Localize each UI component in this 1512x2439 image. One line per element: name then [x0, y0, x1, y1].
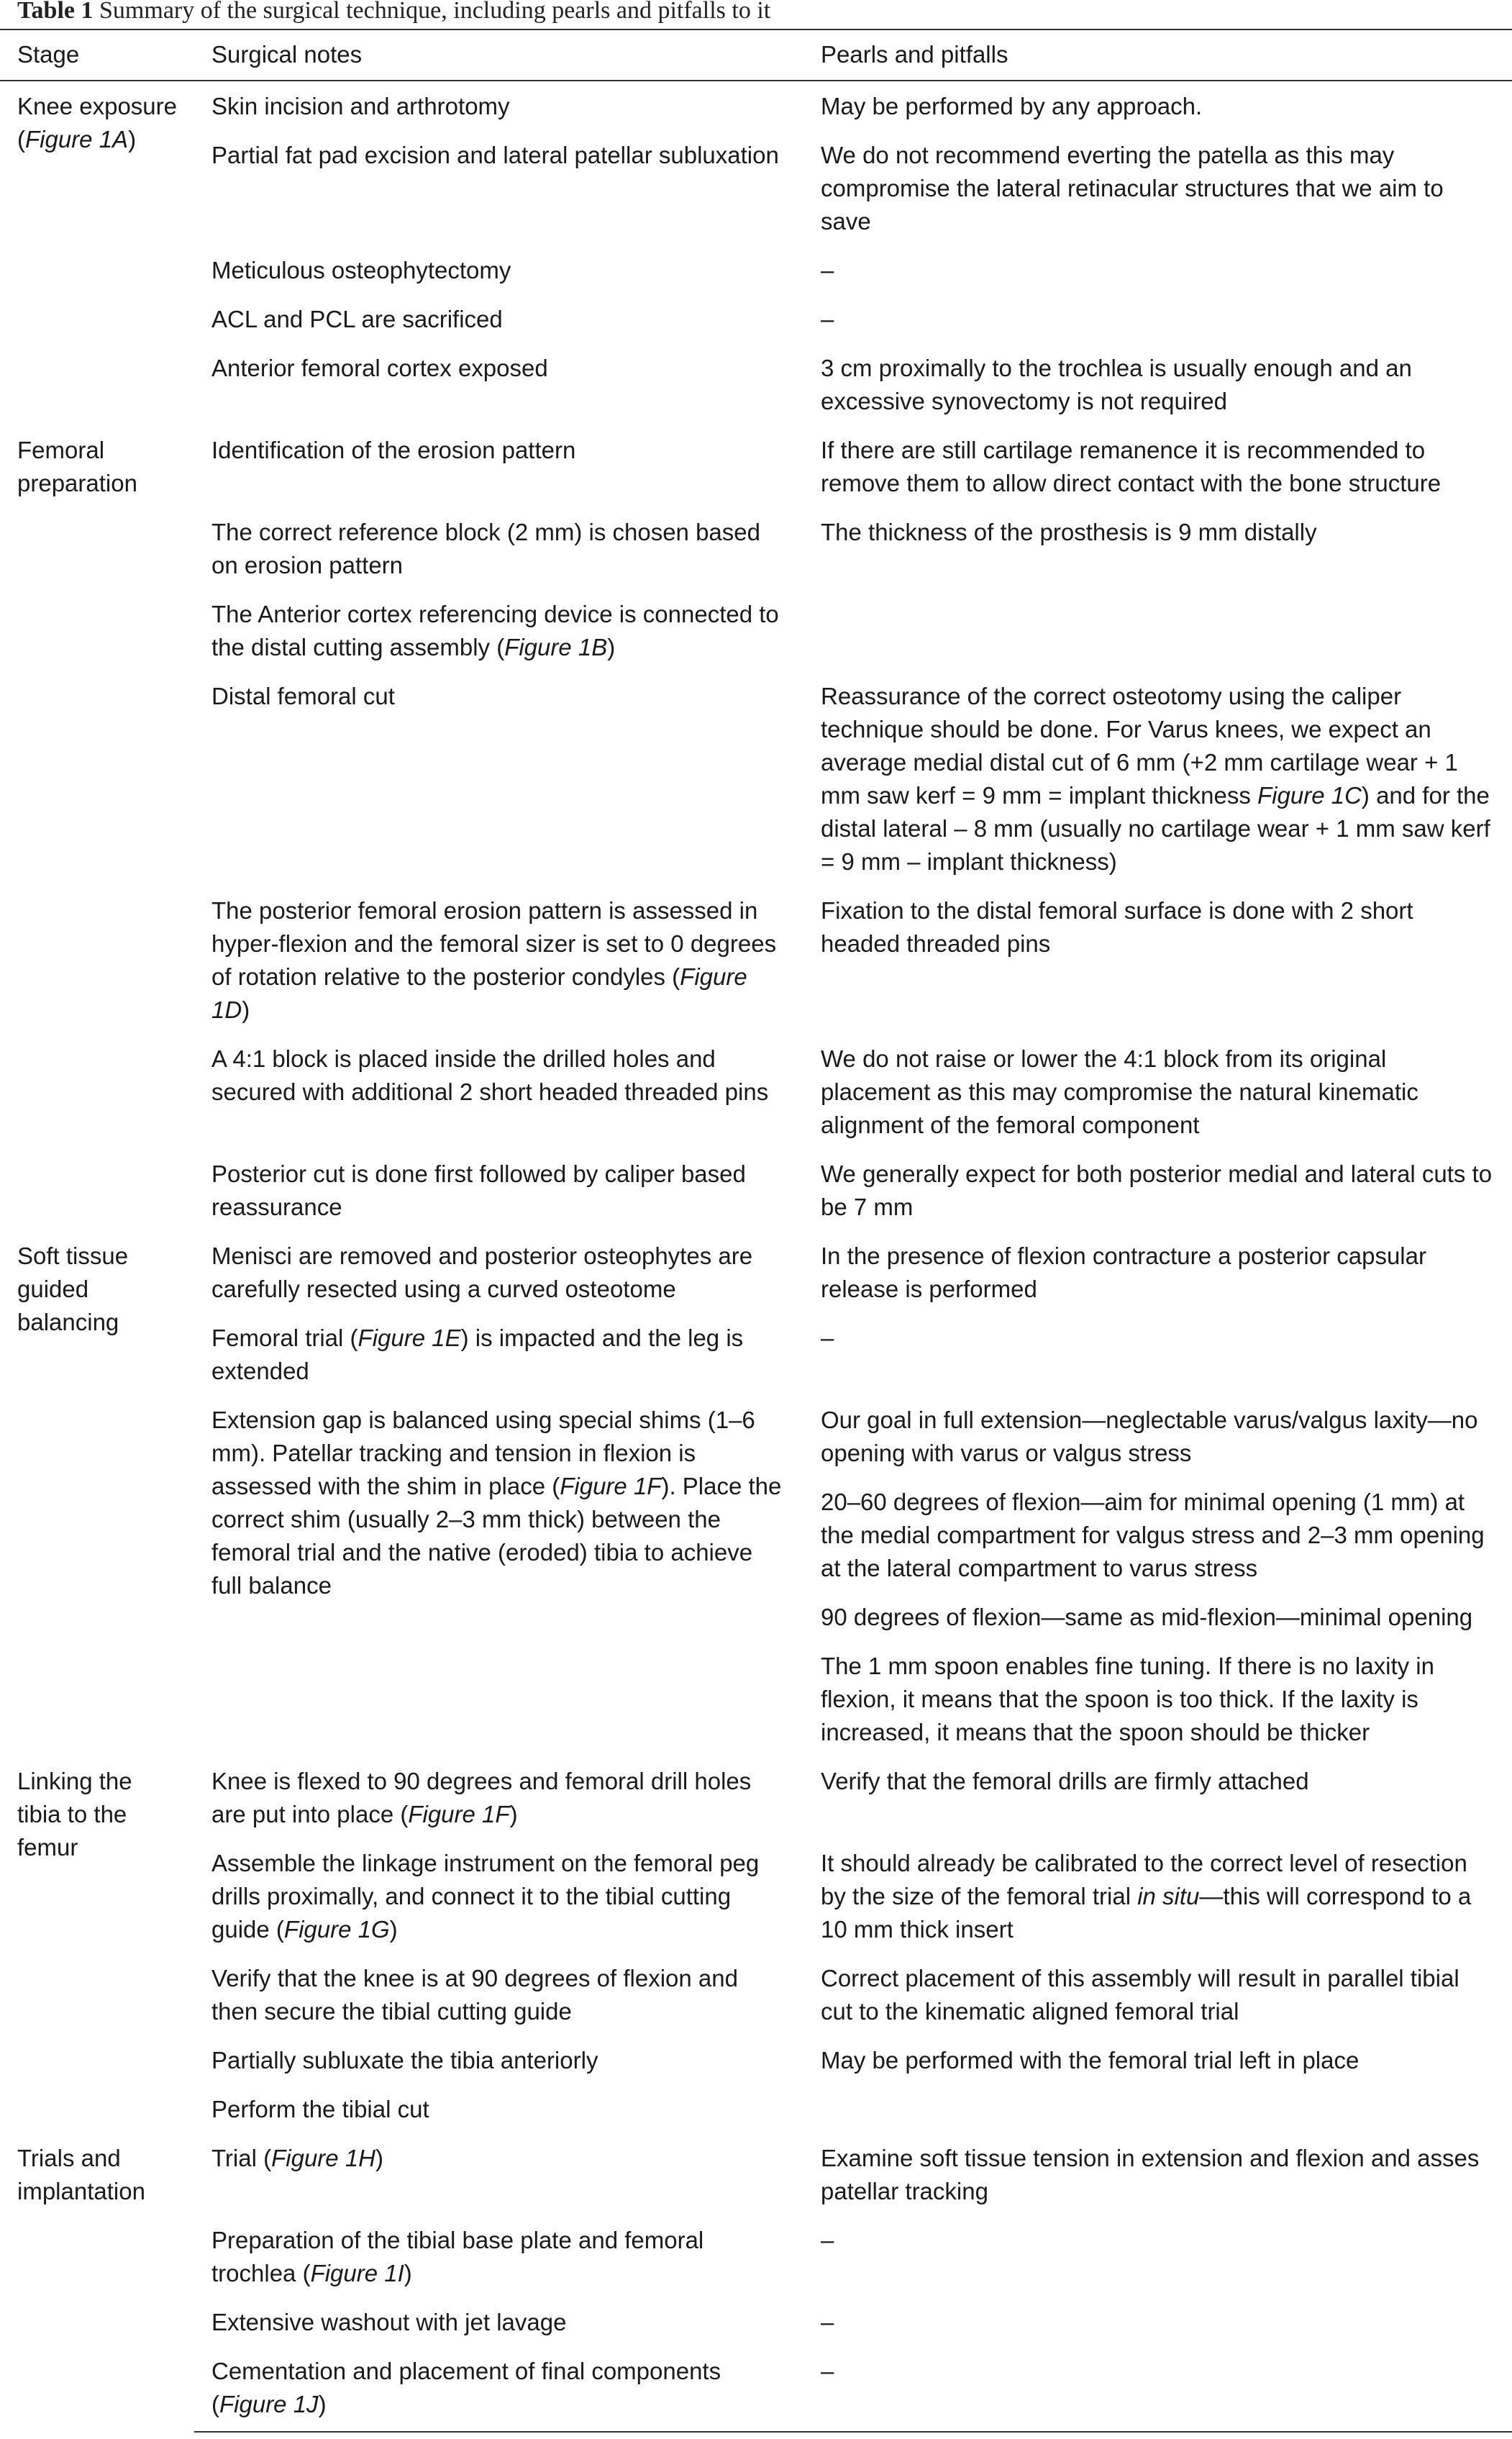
table-row: [0, 894, 1512, 1043]
table-row: [0, 303, 1512, 352]
surgical-note-cell: Skin incision and arthrotomy: [211, 93, 510, 119]
pearl-pitfall-cell: –: [821, 306, 834, 332]
pearl-pitfall-cell: Examine soft tissue tension in extension and flexion and asses patellar tracking: [821, 2145, 1480, 2204]
table-row: [0, 1847, 1512, 1962]
table-row: [0, 434, 1512, 516]
table-row: [0, 254, 1512, 303]
table-row: [0, 2306, 1512, 2355]
surgical-note-cell: Meticulous osteophytectomy: [211, 257, 511, 283]
surgical-note-cell: ACL and PCL are sacrificed: [211, 306, 503, 332]
table-row: [0, 598, 1512, 680]
surgical-note-cell: Identification of the erosion pattern: [211, 437, 576, 463]
surgical-note-cell: Menisci are removed and posterior osteophytes are carefully resected using a curved osteotome: [211, 1243, 753, 1302]
table-row: [0, 2142, 1512, 2224]
table-row: [0, 1322, 1512, 1404]
surgical-note-cell: Femoral trial (Figure 1E) is impacted and the leg is extended: [211, 1325, 744, 1384]
table-caption-text: Summary of the surgical technique, including pearls and pitfalls to it: [93, 0, 771, 24]
table-row: [0, 2355, 1512, 2432]
pearl-pitfall-cell: [803, 2093, 1512, 2142]
pearl-pitfall-cell: Correct placement of this assembly will result in parallel tibial cut to the kinematic aligned femoral trial: [821, 1965, 1459, 2025]
pearl-pitfall-cell: Fixation to the distal femoral surface is done with 2 short headed threaded pins: [821, 897, 1413, 957]
pearl-pitfall-cell: We do not raise or lower the 4:1 block from its original placement as this may compromise the natural kinematic alignment of the femoral component: [821, 1045, 1418, 1138]
pearl-pitfall-cell: If there are still cartilage remanence it is recommended to remove them to allow direct contact with the bone structure: [821, 437, 1442, 496]
pearl-pitfall-cell: Our goal in full extension—neglectable varus/valgus laxity—no opening with varus or valgus stress: [821, 1407, 1478, 1466]
pearl-pitfall-cell: 90 degrees of flexion—same as mid-flexion—minimal opening: [821, 1604, 1473, 1630]
surgical-note-cell: Verify that the knee is at 90 degrees of flexion and then secure the tibial cutting guide: [211, 1965, 738, 2025]
pearl-pitfall-cell: May be performed by any approach.: [821, 93, 1203, 119]
table-row: [0, 2044, 1512, 2093]
header-row: [0, 29, 1512, 81]
pearl-pitfall-cell: May be performed with the femoral trial left in place: [821, 2047, 1360, 2074]
pearl-pitfall-cell: Reassurance of the correct osteotomy using the caliper technique should be done. For Varus knees, we expect an average medial distal cut of 6 mm (+2 mm cartilage wear + 1 mm saw kerf = 9 mm = implant thickness Figure 1C) and for the distal lateral – 8 mm (usually no cartilage wear + 1 mm saw kerf = 9 mm – implant thickness): [821, 683, 1490, 875]
stage-cell: Soft tissue guided balancing: [17, 1243, 129, 1335]
table-row: [0, 352, 1512, 434]
table-caption: [17, 0, 770, 26]
table-row: [0, 2093, 1512, 2142]
surgical-note-cell: Assemble the linkage instrument on the femoral peg drills proximally, and connect it to the tibial cutting guide (Figure 1G): [211, 1850, 760, 1943]
surgical-note-cell: Partial fat pad excision and lateral patellar subluxation: [211, 142, 779, 168]
pearl-pitfall-cell: 3 cm proximally to the trochlea is usually enough and an excessive synovectomy is not required: [821, 355, 1412, 414]
pearl-pitfall-cell: –: [803, 2355, 1512, 2432]
table-row: [0, 1043, 1512, 1158]
stage-cell: Linking the tibia to the femur: [17, 1768, 132, 1861]
surgical-note-cell: Perform the tibial cut: [211, 2096, 429, 2122]
surgical-note-cell: Partially subluxate the tibia anteriorly: [211, 2047, 598, 2074]
pearl-pitfall-cell: –: [821, 2227, 834, 2253]
stage-cell: Knee exposure (Figure 1A): [17, 93, 177, 153]
surgical-note-cell: A 4:1 block is placed inside the drilled holes and secured with additional 2 short headed threaded pins: [211, 1045, 769, 1105]
table-row: [0, 2224, 1512, 2306]
pearl-pitfall-cell: –: [821, 1325, 834, 1351]
surgical-note-cell: The posterior femoral erosion pattern is assessed in hyper-flexion and the femoral sizer is set to 0 degrees of rotation relative to the posterior condyles (Figure 1D): [211, 897, 777, 1023]
surgical-note-cell: Posterior cut is done first followed by caliper based reassurance: [211, 1161, 746, 1220]
stage-cell: Femoral preparation: [17, 437, 137, 496]
pearl-pitfall-cell: In the presence of flexion contracture a posterior capsular release is performed: [821, 1243, 1426, 1302]
pearl-pitfall-cell: The 1 mm spoon enables fine tuning. If there is no laxity in flexion, it means that the spoon is too thick. If the laxity is increased, it means that the spoon should be thicker: [821, 1653, 1434, 1745]
pearl-pitfall-cell: We generally expect for both posterior medial and lateral cuts to be 7 mm: [821, 1161, 1493, 1220]
table-row: [0, 81, 1512, 139]
table-row: [0, 1404, 1512, 1486]
surgical-note-cell: The correct reference block (2 mm) is chosen based on erosion pattern: [211, 519, 760, 578]
pearl-pitfall-cell: Verify that the femoral drills are firmly attached: [821, 1768, 1309, 1794]
surgical-note-cell: Trial (Figure 1H): [211, 2145, 383, 2171]
table-body: [0, 81, 1512, 2432]
pearl-pitfall-cell: 20–60 degrees of flexion—aim for minimal opening (1 mm) at the medial compartment for valgus stress and 2–3 mm opening at the lateral compartment to varus stress: [821, 1489, 1485, 1581]
summary-table: [0, 29, 1512, 2433]
table-row: [0, 1765, 1512, 1847]
surgical-note-cell: Knee is flexed to 90 degrees and femoral drill holes are put into place (Figure 1F): [211, 1768, 752, 1827]
surgical-note-cell: Cementation and placement of final components (Figure 1J): [194, 2355, 803, 2432]
table-row: [0, 1962, 1512, 2044]
surgical-note-cell: Extensive washout with jet lavage: [211, 2309, 567, 2335]
table-caption-label: Table 1: [17, 0, 94, 24]
table-row: [0, 1240, 1512, 1322]
table-row: [0, 1158, 1512, 1240]
pearl-pitfall-cell: [803, 598, 1512, 680]
table-row: [0, 516, 1512, 598]
header-pearls-pitfalls: Pearls and pitfalls: [803, 29, 1512, 81]
table-header: [0, 29, 1512, 81]
pearl-pitfall-cell: –: [821, 257, 834, 283]
table-row: [0, 139, 1512, 254]
header-surgical-notes: Surgical notes: [194, 29, 803, 81]
surgical-note-cell: Distal femoral cut: [211, 683, 395, 709]
pearl-pitfall-cell: –: [821, 2309, 834, 2335]
surgical-note-cell: The Anterior cortex referencing device is connected to the distal cutting assembly (Figure 1B): [211, 601, 779, 660]
surgical-note-cell: Preparation of the tibial base plate and femoral trochlea (Figure 1I): [211, 2227, 704, 2286]
surgical-note-cell: Extension gap is balanced using special shims (1–6 mm). Patellar tracking and tension in flexion is assessed with the shim in place (Figure 1F). Place the correct shim (usually 2–3 mm thick) between the femoral trial and the native (eroded) tibia to achieve full balance: [211, 1407, 782, 1599]
header-stage: Stage: [0, 29, 194, 81]
table-row: [0, 680, 1512, 894]
surgical-note-cell: Anterior femoral cortex exposed: [211, 355, 548, 381]
pearl-pitfall-cell: We do not recommend everting the patella as this may compromise the lateral retinacular structures that we aim to save: [821, 142, 1444, 235]
stage-cell: Trials and implantation: [17, 2145, 145, 2204]
pearl-pitfall-cell: It should already be calibrated to the correct level of resection by the size of the femoral trial in situ—this will correspond to a 10 mm thick insert: [821, 1850, 1472, 1943]
pearl-pitfall-cell: The thickness of the prosthesis is 9 mm distally: [821, 519, 1317, 545]
